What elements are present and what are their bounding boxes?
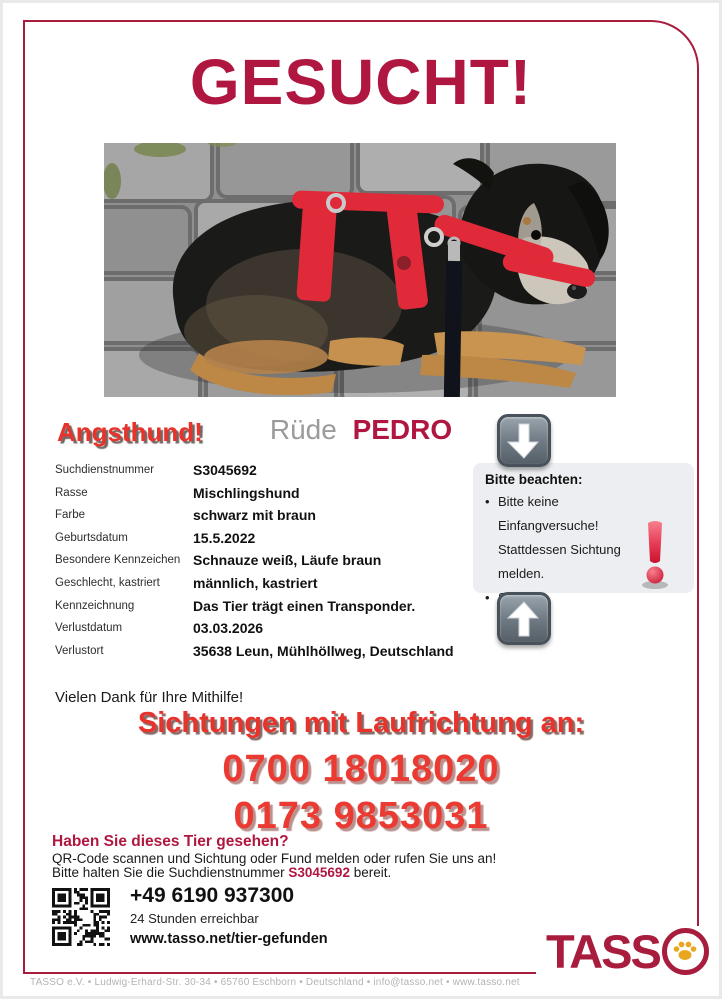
detail-label: Suchdienstnummer [55, 464, 155, 476]
notice-line: melden. [498, 566, 545, 581]
table-row [55, 598, 465, 614]
hotline-availability: 24 Stunden erreichbar [130, 911, 259, 926]
table-row [55, 575, 465, 591]
thanks-text: Vielen Dank für Ihre Mithilfe! [55, 689, 244, 706]
sighting-heading: Sichtungen mit Laufrichtung an: [137, 707, 585, 739]
detail-label: Farbe [55, 509, 86, 522]
qr-code [52, 886, 110, 948]
notice-line: Bitte keine Einfangversuche! [498, 494, 599, 533]
notice-item-text [498, 490, 658, 586]
detail-value: männlich, kastriert [193, 574, 318, 591]
hotline-number: +49 6190 937300 [130, 884, 295, 907]
detail-value: 03.03.2026 [193, 620, 264, 637]
footer-address: TASSO e.V. • Ludwig-Erhard-Str. 30-34 • 65760 Eschborn • Deutschland • info@tasso.net • www.tasso.net [30, 977, 520, 988]
detail-value: Schnauze weiß, Läufe braun [193, 552, 382, 569]
notice-title: Bitte beachten: [485, 472, 583, 487]
bullet-icon: • [485, 590, 490, 605]
detail-label: Rasse [55, 486, 88, 499]
seen-heading: Haben Sie dieses Tier gesehen? [52, 833, 289, 850]
arrow-up-icon [497, 592, 551, 645]
detail-value: Das Tier trägt einen Transponder. [193, 597, 416, 614]
table-row [55, 552, 465, 568]
detail-label: Verlustort [55, 644, 104, 657]
detail-value: Mischlingshund [193, 484, 300, 501]
detail-label: Besondere Kennzeichen [55, 554, 181, 567]
tasso-logo-paw-ring [662, 928, 709, 975]
pet-name: PEDRO [352, 414, 453, 445]
seen-instruction-prefix: Bitte halten Sie die Suchdienstnummer [52, 865, 289, 880]
notice-box [473, 463, 694, 605]
notice-box-content [473, 463, 694, 605]
detail-label: Geschlecht, kastriert [55, 576, 160, 589]
table-row [55, 507, 465, 523]
tasso-logo-text: TASS [546, 924, 660, 978]
search-number-inline: S3045692 [288, 865, 350, 880]
detail-label: Kennzeichnung [55, 599, 135, 612]
table-row [55, 462, 465, 478]
sighting-block [20, 706, 702, 837]
poster-title: GESUCHT! [189, 46, 533, 118]
phone-number-1: 0700 18018020 [222, 747, 500, 790]
pet-name-line [0, 414, 722, 446]
exclamation-icon [640, 519, 670, 589]
bullet-icon: • [485, 494, 490, 509]
table-row [55, 643, 465, 659]
phone-number-2: 0173 9853031 [233, 794, 489, 837]
tasso-logo [536, 926, 711, 976]
detail-value: S3045692 [193, 462, 257, 478]
detail-label: Verlustdatum [55, 622, 123, 635]
warning-label: Angsthund! [57, 417, 203, 447]
website-url: www.tasso.net/tier-gefunden [130, 931, 328, 947]
seen-instruction-1: QR-Code scannen und Sichtung oder Fund melden oder rufen Sie uns an! [52, 851, 497, 866]
table-row [55, 620, 465, 636]
table-row [55, 485, 465, 501]
seen-instruction-2 [52, 865, 391, 880]
notice-line: Stattdessen Sichtung [498, 542, 621, 557]
dog-photo-illustration [104, 143, 616, 397]
detail-value: 15.5.2022 [193, 529, 256, 546]
detail-value: 35638 Leun, Mühlhöllweg, Deutschland [193, 642, 454, 659]
pet-sex-label: Rüde [269, 414, 337, 445]
detail-value: schwarz mit braun [193, 507, 316, 524]
table-row [55, 530, 465, 546]
pet-photo [104, 143, 616, 397]
arrow-down-icon [497, 414, 551, 467]
pet-details-table [55, 462, 465, 665]
detail-label: Geburtsdatum [55, 531, 128, 544]
seen-instruction-suffix: bereit. [349, 865, 392, 880]
paw-icon [672, 938, 698, 964]
